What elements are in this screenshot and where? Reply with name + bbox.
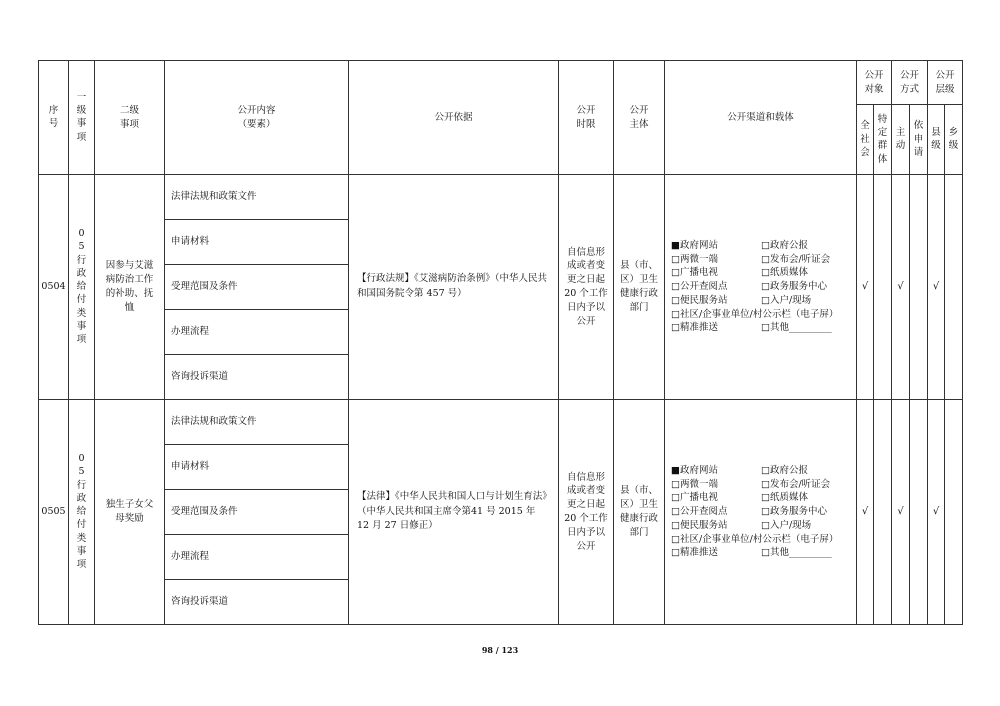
channel-option: □便民服务站 <box>671 519 728 531</box>
header-target: 公开对象 <box>857 61 892 105</box>
check-mode-request <box>910 175 928 400</box>
row-level1: 05行政给付类事项 <box>69 175 95 400</box>
header-level-county: 县级 <box>928 105 945 175</box>
channel-option: □发布会/听证会 <box>761 253 831 265</box>
content-item: 申请材料 <box>165 445 349 490</box>
channel-option: ■政府网站 <box>671 464 718 476</box>
row-level2: 因参与艾滋病防治工作的补助、抚恤 <box>95 175 165 400</box>
row-subject: 县（市、区）卫生健康行政部门 <box>614 400 665 625</box>
channel-option: □两微一端 <box>671 478 718 490</box>
header-channels: 公开渠道和载体 <box>665 61 857 175</box>
header-content-l2: （要素） <box>237 118 276 130</box>
header-seq: 序号 <box>39 61 69 175</box>
header-mode-active: 主动 <box>892 105 910 175</box>
channel-option: □入户/现场 <box>761 519 812 531</box>
header-subject: 公开主体 <box>614 61 665 175</box>
content-item: 受理范围及条件 <box>165 490 349 535</box>
content-item: 咨询投诉渠道 <box>165 580 349 625</box>
channel-option: □其他_________ <box>761 547 832 559</box>
content-item: 办理流程 <box>165 310 349 355</box>
row-channels <box>665 175 857 400</box>
row-subject: 县（市、区）卫生健康行政部门 <box>614 175 665 400</box>
channel-option: ■政府网站 <box>671 239 718 251</box>
channel-option: □便民服务站 <box>671 294 728 306</box>
content-item: 办理流程 <box>165 535 349 580</box>
check-level-town <box>945 175 963 400</box>
content-item: 申请材料 <box>165 220 349 265</box>
page-number: 98 / 123 <box>481 645 519 655</box>
table-row <box>39 400 963 445</box>
header-target-specific: 特定群体 <box>874 105 892 175</box>
channel-option: □公开查阅点 <box>671 506 728 518</box>
content-item: 受理范围及条件 <box>165 265 349 310</box>
channel-option: □政务服务中心 <box>761 506 827 518</box>
header-basis: 公开依据 <box>349 61 559 175</box>
channel-option: □纸质媒体 <box>761 492 808 504</box>
row-basis: 【法律】《中华人民共和国人口与计划生育法》（中华人民共和国主席令第41 号 2015 年 12 月 27 日修正） <box>349 400 559 625</box>
channel-option: □发布会/听证会 <box>761 478 831 490</box>
disclosure-table <box>38 60 963 625</box>
check-mode-request <box>910 400 928 625</box>
channel-option: □两微一端 <box>671 253 718 265</box>
channel-option: □社区/企事业单位/村公示栏（电子屏） <box>671 533 839 545</box>
row-basis: 【行政法规】《艾滋病防治条例》（中华人民共和国国务院令第 457 号） <box>349 175 559 400</box>
table-row <box>39 175 963 220</box>
content-item: 法律法规和政策文件 <box>165 175 349 220</box>
channel-option: □纸质媒体 <box>761 267 808 279</box>
channel-option: □精准推送 <box>671 322 718 334</box>
channel-option: □政府公报 <box>761 239 808 251</box>
header-level1: 一级事项 <box>69 61 95 175</box>
row-seq: 0504 <box>39 175 69 400</box>
check-level-county: √ <box>928 175 945 400</box>
channel-option: □广播电视 <box>671 267 718 279</box>
check-mode-active: √ <box>892 175 910 400</box>
channel-option: □政府公报 <box>761 464 808 476</box>
row-level2: 独生子女父母奖励 <box>95 400 165 625</box>
row-time-limit: 自信息形成或者变更之日起 20 个工作日内予以公开 <box>559 175 614 400</box>
header-content <box>165 61 349 175</box>
channel-option: □政务服务中心 <box>761 281 827 293</box>
check-target-all: √ <box>857 400 874 625</box>
header-content-l1: 公开内容 <box>237 104 276 116</box>
check-target-specific <box>874 175 892 400</box>
row-time-limit: 自信息形成或者变更之日起 20 个工作日内予以公开 <box>559 400 614 625</box>
header-level2: 二级事项 <box>95 61 165 175</box>
channel-option: □入户/现场 <box>761 294 812 306</box>
check-level-town <box>945 400 963 625</box>
header-level-town: 乡级 <box>945 105 963 175</box>
header-target-all: 全社会 <box>857 105 874 175</box>
content-item: 法律法规和政策文件 <box>165 400 349 445</box>
row-seq: 0505 <box>39 400 69 625</box>
row-channels <box>665 400 857 625</box>
header-level: 公开层级 <box>928 61 963 105</box>
channel-option: □精准推送 <box>671 547 718 559</box>
header-mode-request: 依申请 <box>910 105 928 175</box>
row-level1: 05行政给付类事项 <box>69 400 95 625</box>
content-item: 咨询投诉渠道 <box>165 355 349 400</box>
check-target-specific <box>874 400 892 625</box>
check-mode-active: √ <box>892 400 910 625</box>
channel-option: □公开查阅点 <box>671 281 728 293</box>
channel-option: □社区/企事业单位/村公示栏（电子屏） <box>671 308 839 320</box>
check-level-county: √ <box>928 400 945 625</box>
check-target-all: √ <box>857 175 874 400</box>
header-time-limit: 公开时限 <box>559 61 614 175</box>
channel-option: □其他_________ <box>761 322 832 334</box>
channel-option: □广播电视 <box>671 492 718 504</box>
header-mode: 公开方式 <box>892 61 928 105</box>
